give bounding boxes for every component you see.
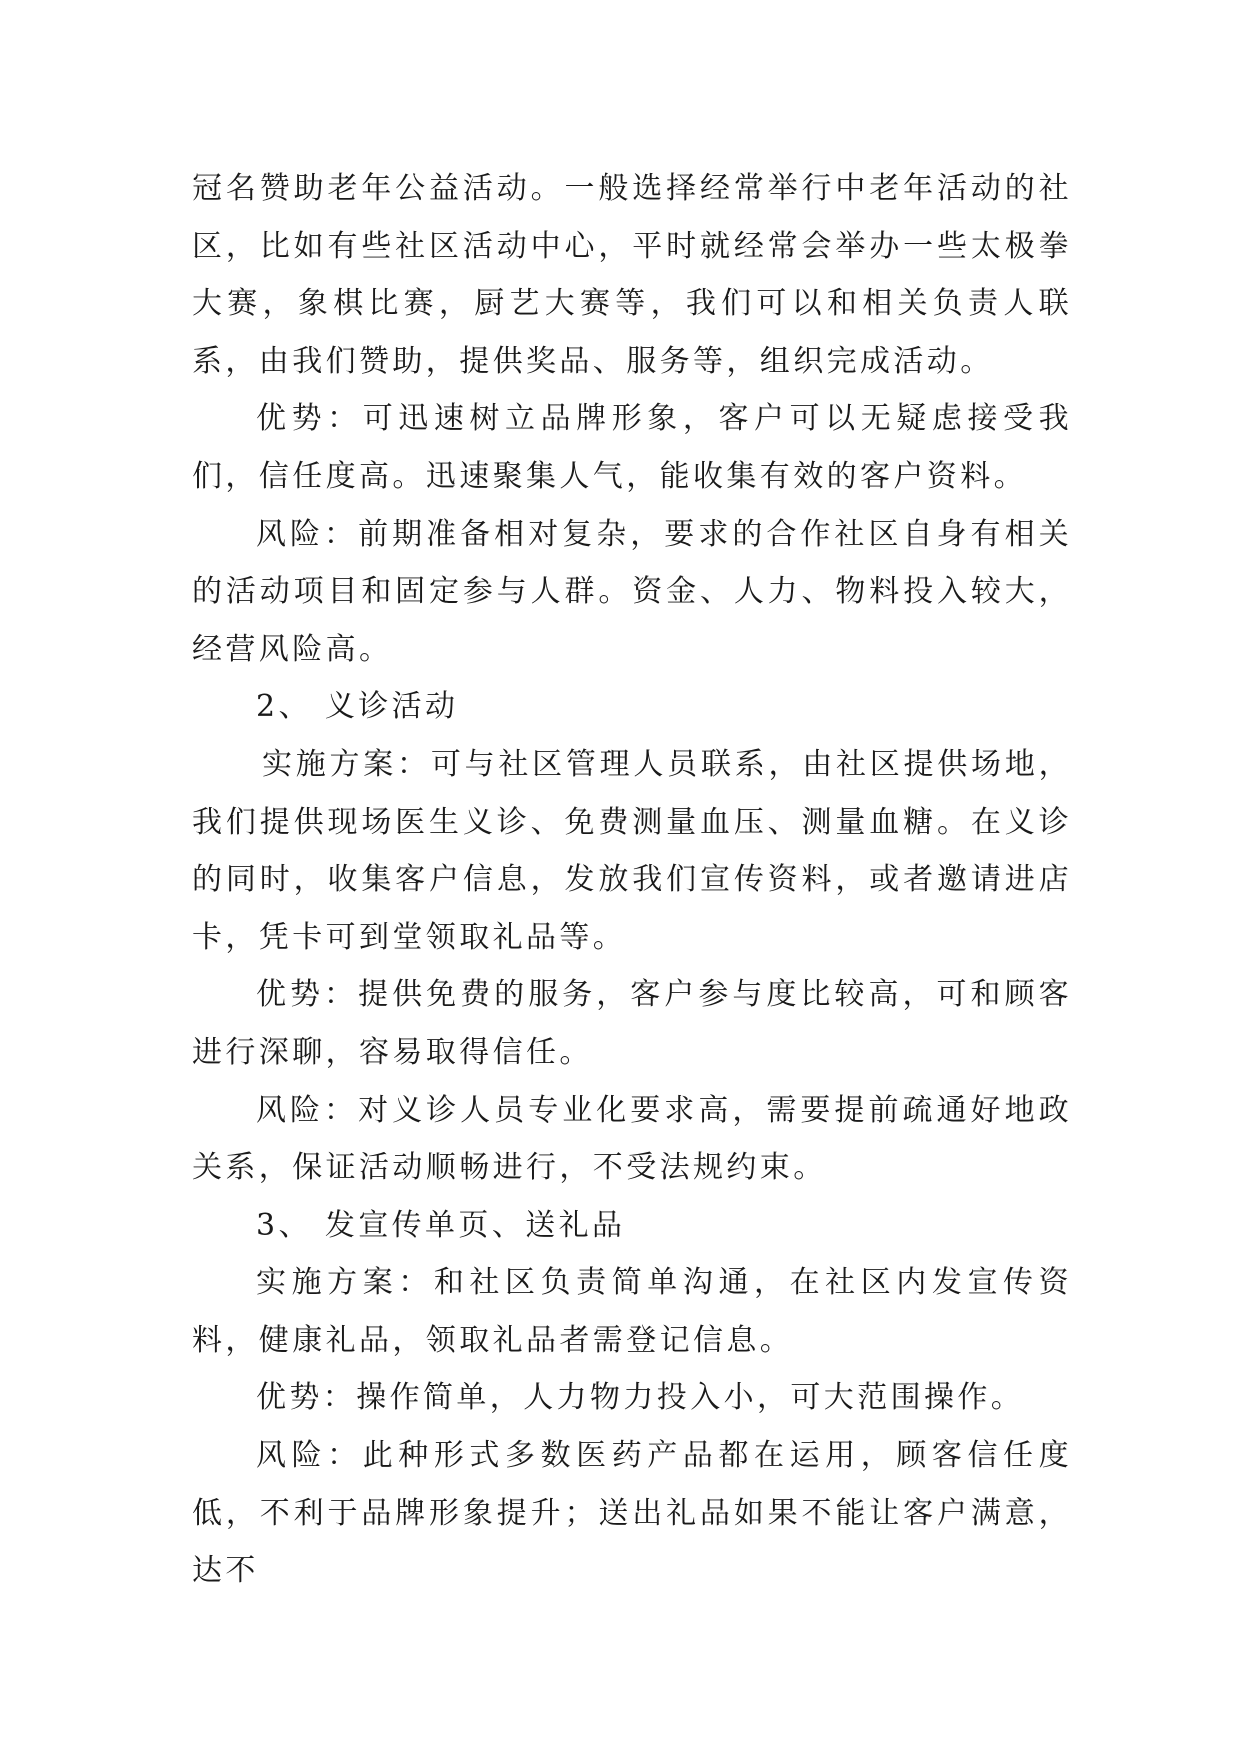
paragraph-free-clinic-advantage: 优势：提供免费的服务，客户参与度比较高，可和顾客进行深聊，容易取得信任。 [192, 977, 1072, 1070]
heading-flyers-gifts: 3、 发宣传单页、送礼品 [256, 1207, 626, 1243]
paragraph-free-clinic-risk: 风险：对义诊人员专业化要求高，需要提前疏通好地政关系，保证活动顺畅进行，不受法规约束。 [192, 1092, 1072, 1186]
paragraph-flyers-plan: 实施方案：和社区负责简单沟通，在社区内发宣传资料，健康礼品，领取礼品者需登记信息。 [192, 1265, 1072, 1358]
paragraph-flyers-risk: 风险：此种形式多数医药产品都在运用，顾客信任度低，不利于品牌形象提升；送出礼品如果不能让客户满意，达不 [192, 1438, 1072, 1589]
paragraph-sponsorship-description: 冠名赞助老年公益活动。一般选择经常举行中老年活动的社区，比如有些社区活动中心，平时就经常会举办一些太极拳大赛，象棋比赛，厨艺大赛等，我们可以和相关负责人联系，由我们赞助，提供奖品、服务等，组织完成活动。 [192, 171, 1072, 379]
heading-free-clinic: 2、 义诊活动 [256, 689, 459, 725]
paragraph-sponsorship-risk: 风险：前期准备相对复杂，要求的合作社区自身有相关的活动项目和固定参与人群。资金、人力、物料投入较大，经营风险高。 [192, 516, 1072, 667]
paragraph-free-clinic-plan: 实施方案：可与社区管理人员联系，由社区提供场地，我们提供现场医生义诊、免费测量血压、测量血糖。在义诊的同时，收集客户信息，发放我们宣传资料，或者邀请进店卡，凭卡可到堂领取礼品等。 [192, 746, 1072, 955]
paragraph-flyers-advantage: 优势：操作简单，人力物力投入小，可大范围操作。 [256, 1380, 1025, 1416]
paragraph-sponsorship-advantage: 优势：可迅速树立品牌形象，客户可以无疑虑接受我们，信任度高。迅速聚集人气，能收集有效的客户资料。 [192, 401, 1072, 494]
document-body [192, 160, 1072, 1600]
